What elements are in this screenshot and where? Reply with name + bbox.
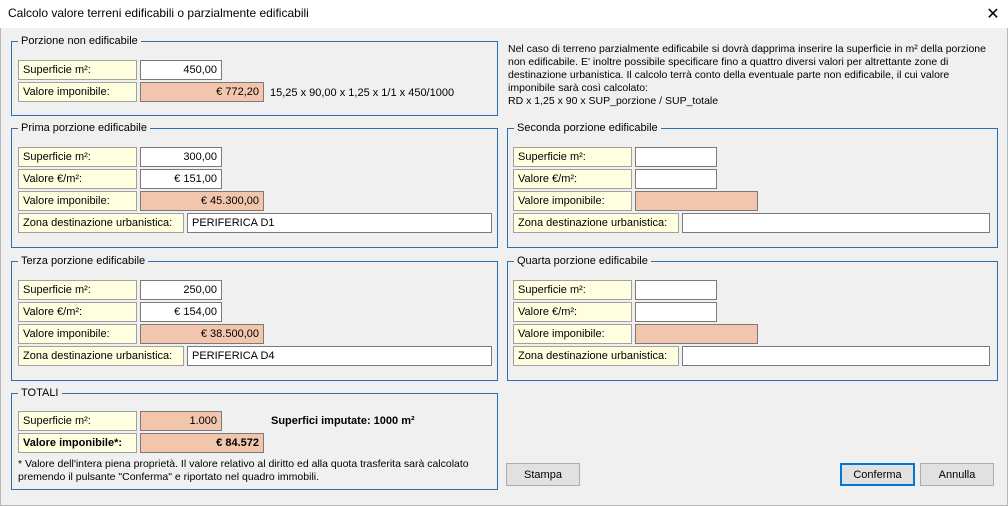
label-valore-mq: Valore €/m²: [513, 169, 632, 189]
label-zona: Zona destinazione urbanistica: [18, 346, 184, 366]
info-formula: RD x 1,25 x 90 x SUP_porzione / SUP_totale [508, 95, 719, 107]
valore-imponibile-terza: € 38.500,00 [140, 324, 264, 344]
valore-imponibile-prima: € 45.300,00 [140, 191, 264, 211]
superficie-input-terza[interactable]: 250,00 [140, 280, 222, 300]
valore-imponibile-totale: € 84.572 [140, 433, 264, 453]
label-superficie: Superficie m²: [513, 147, 632, 167]
label-zona: Zona destinazione urbanistica: [18, 213, 184, 233]
label-superficie: Superficie m²: [513, 280, 632, 300]
footnote: * Valore dell'intera piena proprietà. Il valore relativo al diritto ed alla quota trasferita sarà calcolato premendo il pulsante "Conferma" e riportato nel quadro immobili. [18, 458, 469, 483]
label-valore-imponibile: Valore imponibile: [18, 191, 137, 211]
group-legend: Prima porzione edificabile [18, 121, 150, 135]
label-valore-imponibile: Valore imponibile: [18, 82, 137, 102]
info-description: Nel caso di terreno parzialmente edificabile si dovrà dapprima inserire la superficie in m² della porzione non edificabile. E' inoltre possibile specificare fino a quattro diversi valori per altrettante zone di destinazione urbanistica. Il calcolo terrà conto della eventuale parte non edificabile, il cui valore imponibile sarà così calcolato: [508, 43, 986, 94]
annulla-button[interactable]: Annulla [920, 463, 994, 486]
conferma-button[interactable]: Conferma [840, 463, 915, 486]
valore-mq-input-terza[interactable]: € 154,00 [140, 302, 222, 322]
superficie-totale: 1.000 [140, 411, 222, 431]
label-valore-mq: Valore €/m²: [513, 302, 632, 322]
valore-imponibile-quarta [635, 324, 758, 344]
label-valore-imponibile: Valore imponibile: [18, 324, 137, 344]
label-valore-imponibile: Valore imponibile: [513, 324, 632, 344]
label-superficie: Superficie m²: [18, 411, 137, 431]
window-title: Calcolo valore terreni edificabili o parzialmente edificabili [8, 6, 309, 20]
zona-input-quarta[interactable] [682, 346, 990, 366]
title-bar [0, 0, 1008, 28]
group-legend: Quarta porzione edificabile [514, 254, 651, 268]
group-legend: TOTALI [18, 386, 62, 400]
superficie-input-quarta[interactable] [635, 280, 717, 300]
label-valore-mq: Valore €/m²: [18, 302, 137, 322]
valore-mq-input-quarta[interactable] [635, 302, 717, 322]
group-legend: Seconda porzione edificabile [514, 121, 661, 135]
group-legend: Terza porzione edificabile [18, 254, 148, 268]
label-superficie: Superficie m²: [18, 147, 137, 167]
label-zona: Zona destinazione urbanistica: [513, 213, 679, 233]
stampa-button[interactable]: Stampa [506, 463, 580, 486]
group-legend: Porzione non edificabile [18, 34, 141, 48]
formula-text: 15,25 x 90,00 x 1,25 x 1/1 x 450/1000 [270, 87, 455, 99]
superfici-imputate: Superfici imputate: 1000 m² [271, 415, 415, 427]
label-valore-mq: Valore €/m²: [18, 169, 137, 189]
superficie-input-seconda[interactable] [635, 147, 717, 167]
valore-imponibile-seconda [635, 191, 758, 211]
zona-input-prima[interactable]: PERIFERICA D1 [187, 213, 492, 233]
info-text [508, 43, 998, 108]
zona-input-terza[interactable]: PERIFERICA D4 [187, 346, 492, 366]
label-valore-imponibile-totale: Valore imponibile*: [18, 433, 137, 453]
valore-mq-input-prima[interactable]: € 151,00 [140, 169, 222, 189]
label-superficie: Superficie m²: [18, 280, 137, 300]
superficie-input-non-edificabile[interactable]: 450,00 [140, 60, 222, 80]
label-zona: Zona destinazione urbanistica: [513, 346, 679, 366]
zona-input-seconda[interactable] [682, 213, 990, 233]
valore-mq-input-seconda[interactable] [635, 169, 717, 189]
valore-imponibile-non-edificabile: € 772,20 [140, 82, 264, 102]
close-icon[interactable]: ✕ [986, 6, 1000, 23]
superficie-input-prima[interactable]: 300,00 [140, 147, 222, 167]
label-valore-imponibile: Valore imponibile: [513, 191, 632, 211]
label-superficie: Superficie m²: [18, 60, 137, 80]
